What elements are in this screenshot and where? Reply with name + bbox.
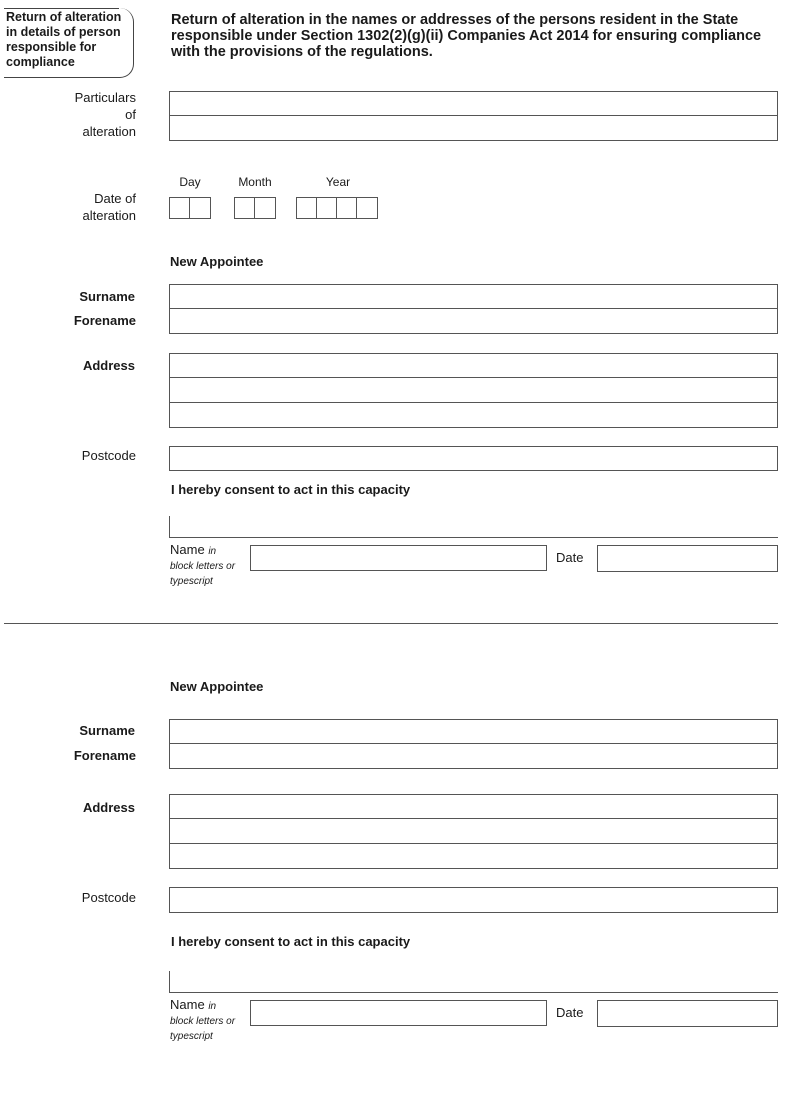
appointee-1-address-label: Address [82, 358, 135, 373]
appointee-1-signature-line[interactable] [169, 516, 778, 538]
form-title: Return of alteration in the names or addresses of the persons resident in the State responsible under Section 1302(2)(g)(ii) Companies Act 2014 for ensuring compliance with the provisions of the regulations. [171, 12, 762, 60]
date-of-alteration-label-line2: alteration [82, 208, 136, 223]
appointee-2-address-line-3[interactable] [169, 844, 778, 869]
appointee-1-surname-input[interactable] [169, 284, 778, 309]
appointee-1-name-label [170, 543, 248, 588]
appointee-2-surname-input[interactable] [169, 719, 778, 744]
appointee-2-address-label: Address [82, 800, 135, 815]
appointee-2-printed-name-input[interactable] [250, 1000, 547, 1026]
particulars-field [169, 91, 778, 141]
appointee-2-consent-text: I hereby consent to act in this capacity [171, 934, 411, 949]
appointee-1-address-fields [169, 353, 778, 428]
appointee-2-signature-line[interactable] [169, 971, 778, 993]
section-divider [4, 623, 778, 624]
form-section-tab-label: Return of alteration in details of person responsible for compliance [6, 10, 122, 69]
day-input[interactable] [169, 197, 211, 219]
appointee-2-date-input[interactable] [597, 1000, 778, 1027]
year-label: Year [325, 175, 351, 189]
appointee-2-heading: New Appointee [170, 679, 264, 694]
month-input[interactable] [234, 197, 276, 219]
year-input[interactable] [296, 197, 378, 219]
appointee-2-address-line-1[interactable] [169, 794, 778, 819]
month-label: Month [238, 175, 272, 189]
appointee-1-address-line-3[interactable] [169, 403, 778, 428]
particulars-line-1[interactable] [169, 91, 778, 116]
appointee-1-date-input[interactable] [597, 545, 778, 572]
particulars-label-line2: of [125, 107, 136, 122]
appointee-2-address-fields [169, 794, 778, 869]
appointee-1-consent-text: I hereby consent to act in this capacity [171, 482, 411, 497]
appointee-2-name-hint-inline: in [208, 1001, 217, 1012]
date-of-alteration-label-line1: Date of [94, 191, 136, 206]
appointee-2-surname-label: Surname [79, 723, 135, 738]
appointee-1-address-line-1[interactable] [169, 353, 778, 378]
appointee-1-date-label: Date [556, 550, 584, 565]
appointee-2-address-line-2[interactable] [169, 819, 778, 844]
form-section-tab [4, 8, 134, 78]
appointee-2-name-fields [169, 719, 778, 769]
particulars-label-line1: Particulars [74, 90, 136, 105]
appointee-1-name-label-text: Name [170, 542, 205, 557]
appointee-1-printed-name-input[interactable] [250, 545, 547, 571]
appointee-1-name-fields [169, 284, 778, 334]
appointee-2-postcode-input[interactable] [169, 887, 778, 913]
particulars-line-2[interactable] [169, 116, 778, 141]
appointee-2-name-hint: block letters or typescript [170, 1016, 236, 1042]
day-label: Day [179, 175, 201, 189]
appointee-1-postcode-label: Postcode [81, 448, 136, 463]
appointee-2-date-label: Date [556, 1005, 584, 1020]
appointee-1-forename-label: Forename [73, 313, 136, 328]
appointee-1-heading: New Appointee [170, 254, 264, 269]
appointee-1-surname-label: Surname [79, 289, 135, 304]
appointee-1-name-hint-inline: in [208, 546, 217, 557]
appointee-2-forename-label: Forename [73, 748, 136, 763]
appointee-1-forename-input[interactable] [169, 309, 778, 334]
appointee-2-postcode-label: Postcode [81, 890, 136, 905]
particulars-label [40, 89, 136, 140]
date-of-alteration-label [40, 190, 136, 224]
particulars-label-line3: alteration [82, 124, 136, 139]
appointee-2-name-label-text: Name [170, 997, 205, 1012]
appointee-1-address-line-2[interactable] [169, 378, 778, 403]
appointee-1-postcode-input[interactable] [169, 446, 778, 471]
appointee-1-name-hint: block letters or typescript [170, 561, 236, 587]
appointee-2-forename-input[interactable] [169, 744, 778, 769]
appointee-2-name-label [170, 998, 248, 1043]
